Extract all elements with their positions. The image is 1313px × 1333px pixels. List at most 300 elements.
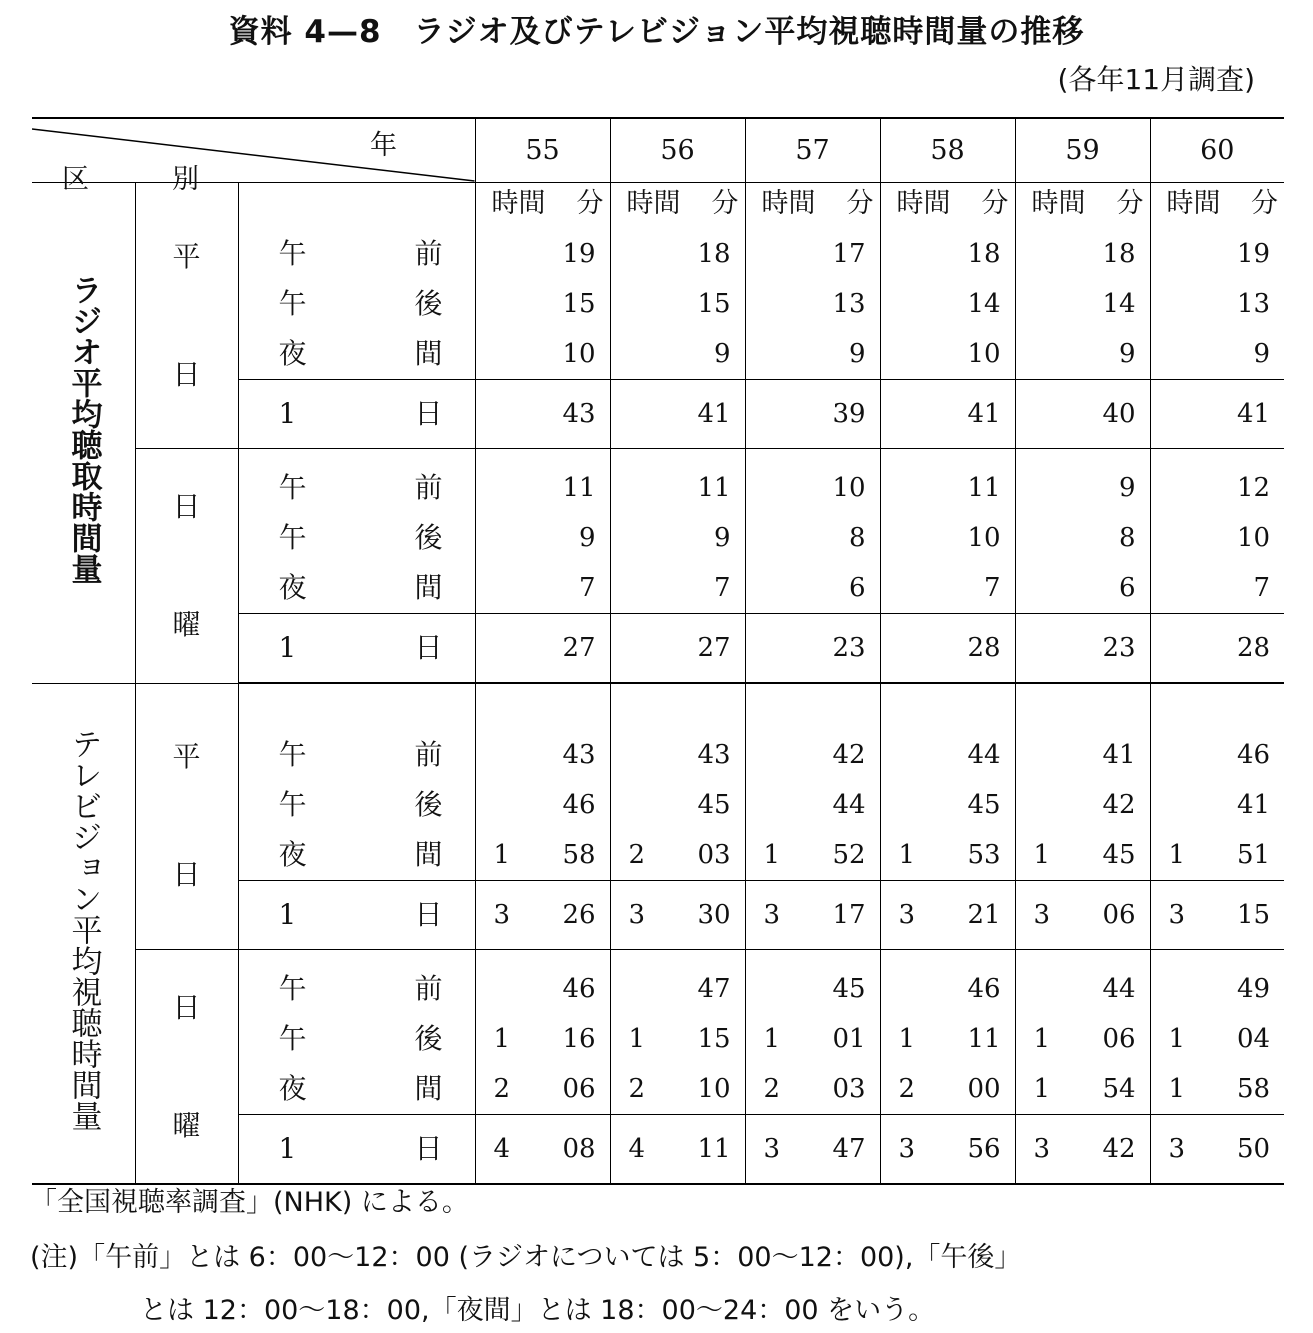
total-value-cell: [610, 614, 745, 684]
row-label: [279, 730, 443, 780]
total-label-first: 1: [278, 898, 297, 931]
minutes-value: 42: [1102, 790, 1136, 820]
value-cell: [880, 449, 1015, 614]
total-value-line: [881, 380, 1015, 448]
total-value-line: [611, 614, 745, 682]
minutes-value: 46: [1236, 740, 1271, 770]
value-line: [746, 1064, 880, 1114]
total-label-line: [279, 1115, 443, 1183]
footnote-note-2: とは 12：00～18：00,「夜間」とは 18：00～24：00 をいう。: [140, 1295, 936, 1326]
minutes-value: 43: [562, 740, 596, 770]
minutes-value: 41: [1102, 740, 1136, 770]
value-line: [746, 830, 880, 880]
footnote-source: 「全国視聴率調査」(NHK) による。: [30, 1187, 469, 1218]
hours-value: 1: [763, 840, 781, 870]
row-label-first: 午: [278, 471, 307, 504]
total-value-cell: [745, 1115, 880, 1185]
block-label-cell: [135, 683, 238, 950]
minutes-value: 9: [1118, 339, 1136, 369]
minutes-value: 6: [848, 573, 866, 603]
total-value-cell: [1150, 380, 1284, 449]
value-line: [1016, 279, 1150, 329]
minutes-value: 9: [713, 339, 731, 369]
hours-value: 2: [628, 1074, 646, 1104]
total-value-cell: [1015, 1115, 1150, 1185]
total-label-second: 日: [414, 898, 443, 931]
total-label-second: 日: [414, 397, 443, 430]
row-label-second: 後: [414, 287, 443, 320]
value-cell: [745, 449, 880, 614]
hours-value: 1: [493, 1024, 511, 1054]
total-label: [238, 881, 475, 950]
row-label-first: 午: [278, 788, 307, 821]
row-label-first: 夜: [278, 1072, 307, 1105]
minutes-value: 10: [697, 1074, 731, 1104]
value-line: [476, 563, 610, 613]
total-value-line: [746, 380, 880, 448]
value-line: [881, 563, 1015, 613]
value-cell: [610, 183, 745, 380]
total-hours-value: 3: [493, 900, 511, 930]
total-value-line: [746, 1115, 880, 1183]
total-value-cell: [475, 881, 610, 950]
total-label: [238, 1115, 475, 1185]
row-labels: [238, 449, 475, 614]
block-label-bottom: 日: [172, 858, 201, 892]
total-value-cell: [880, 614, 1015, 684]
total-value-cell: [475, 380, 610, 449]
total-minutes-value: 41: [967, 399, 1001, 429]
unit-hour: 時間: [896, 188, 951, 219]
group-label-cell: [32, 683, 135, 1184]
hours-value: 1: [763, 1024, 781, 1054]
total-minutes-value: 23: [832, 633, 866, 663]
minutes-value: 11: [562, 473, 596, 503]
value-cell: [880, 950, 1015, 1115]
page-title: 資料 4—8 ラジオ及びテレビジョン平均視聴時間量の推移: [228, 14, 1085, 50]
minutes-value: 03: [697, 840, 731, 870]
row-label-first: 午: [278, 287, 307, 320]
total-minutes-value: 56: [967, 1134, 1001, 1164]
minutes-value: 58: [562, 840, 596, 870]
year-header-60: 60: [1150, 118, 1284, 183]
group-label: ラジオ平均聴取時間量: [65, 274, 102, 585]
minutes-value: 9: [848, 339, 866, 369]
group-label-cell: [32, 183, 135, 684]
block-label-top: 平: [172, 740, 201, 774]
minutes-value: 10: [1236, 523, 1271, 553]
value-line: [1016, 229, 1150, 279]
minutes-value: 18: [697, 239, 731, 269]
unit-hour: 時間: [1031, 188, 1086, 219]
block-detail-row: [32, 950, 1284, 1115]
minutes-value: 03: [832, 1074, 866, 1104]
total-value-cell: [880, 380, 1015, 449]
hours-value: 1: [1168, 1074, 1186, 1104]
total-value-cell: [475, 1115, 610, 1185]
minutes-value: 15: [697, 289, 731, 319]
total-value-cell: [745, 614, 880, 684]
minutes-value: 45: [1102, 840, 1136, 870]
value-line: [476, 730, 610, 780]
value-line: [1151, 830, 1285, 880]
total-value-line: [611, 380, 745, 448]
minutes-value: 13: [1236, 289, 1271, 319]
minutes-value: 42: [832, 740, 866, 770]
minutes-value: 58: [1236, 1074, 1271, 1104]
minutes-value: 19: [1236, 239, 1271, 269]
block-detail-row: [32, 183, 1284, 380]
value-line: [476, 830, 610, 880]
value-cell: [745, 950, 880, 1115]
value-line: [476, 780, 610, 830]
value-line: [1151, 563, 1285, 613]
total-minutes-value: 39: [832, 399, 866, 429]
value-line: [1016, 329, 1150, 379]
block-detail-row: [32, 449, 1284, 614]
row-label-first: 午: [278, 521, 307, 554]
block-label-bottom: 曜: [172, 607, 201, 641]
total-hours-value: 3: [628, 900, 646, 930]
row-labels: [238, 950, 475, 1115]
minutes-value: 49: [1236, 974, 1271, 1004]
total-hours-value: 3: [1033, 1134, 1051, 1164]
year-header-59: 59: [1015, 118, 1150, 183]
block-detail-row: [32, 683, 1284, 881]
value-line: [881, 830, 1015, 880]
minutes-value: 46: [967, 974, 1001, 1004]
total-value-cell: [1015, 881, 1150, 950]
total-hours-value: 3: [898, 900, 916, 930]
row-labels: [238, 683, 475, 881]
total-hours-value: 4: [628, 1134, 646, 1164]
total-value-cell: [880, 881, 1015, 950]
value-line: [1151, 1064, 1285, 1114]
value-line: [1016, 730, 1150, 780]
unit-minute: 分: [846, 188, 874, 219]
total-minutes-value: 28: [967, 633, 1001, 663]
total-label: [238, 380, 475, 449]
minutes-value: 16: [562, 1024, 596, 1054]
total-label-line: [279, 614, 443, 682]
hours-value: 2: [898, 1074, 916, 1104]
year-label: 年: [370, 130, 397, 161]
total-value-cell: [745, 380, 880, 449]
footnote-note-1: (注)「午前」とは 6：00～12：00 (ラジオについては 5：00～12：00),「午後」: [30, 1242, 1022, 1273]
row-label-first: 夜: [278, 571, 307, 604]
value-line: [881, 730, 1015, 780]
minutes-value: 13: [832, 289, 866, 319]
value-line: [881, 1064, 1015, 1114]
minutes-value: 06: [562, 1074, 596, 1104]
value-line: [611, 780, 745, 830]
row-label-second: 間: [414, 1072, 443, 1105]
row-label-second: 前: [414, 972, 443, 1005]
value-line: [1151, 279, 1285, 329]
total-hours-value: 3: [1168, 1134, 1186, 1164]
total-minutes-value: 41: [1236, 399, 1271, 429]
value-line: [746, 279, 880, 329]
total-value-line: [881, 614, 1015, 682]
value-cell: [880, 183, 1015, 380]
value-line: [611, 513, 745, 563]
row-label-second: 前: [414, 738, 443, 771]
block-label-bottom: 日: [172, 357, 201, 391]
minutes-value: 45: [697, 790, 731, 820]
minutes-value: 01: [832, 1024, 866, 1054]
total-hours-value: 3: [763, 1134, 781, 1164]
minutes-value: 44: [967, 740, 1001, 770]
hours-value: 1: [898, 1024, 916, 1054]
value-cell: [475, 950, 610, 1115]
row-label: [279, 463, 443, 513]
value-line: [746, 329, 880, 379]
unit-hour: 時間: [761, 188, 816, 219]
row-label-first: 午: [278, 237, 307, 270]
minutes-value: 9: [578, 523, 596, 553]
value-line: [881, 780, 1015, 830]
header-row: [32, 118, 1284, 183]
value-line: [476, 279, 610, 329]
hours-value: 1: [628, 1024, 646, 1054]
minutes-value: 54: [1102, 1074, 1136, 1104]
hours-value: 2: [493, 1074, 511, 1104]
value-line: [476, 1014, 610, 1064]
row-label-second: 間: [414, 838, 443, 871]
hours-value: 1: [1033, 1024, 1051, 1054]
total-minutes-value: 08: [562, 1134, 596, 1164]
hours-value: 1: [1168, 1024, 1186, 1054]
value-line: [881, 329, 1015, 379]
total-minutes-value: 26: [562, 900, 596, 930]
total-value-line: [1151, 614, 1285, 682]
value-line: [476, 1064, 610, 1114]
hours-value: 1: [1033, 1074, 1051, 1104]
minutes-value: 9: [1118, 473, 1136, 503]
total-value-cell: [610, 881, 745, 950]
total-value-line: [476, 1115, 610, 1183]
minutes-value: 7: [713, 573, 731, 603]
hours-value: 1: [1033, 840, 1051, 870]
total-hours-value: 4: [493, 1134, 511, 1164]
total-value-line: [1016, 380, 1150, 448]
value-cell: [880, 683, 1015, 881]
total-value-cell: [1150, 1115, 1284, 1185]
minutes-value: 11: [967, 1024, 1001, 1054]
survey-note: (各年11月調査): [1057, 63, 1255, 96]
value-cell: [1015, 683, 1150, 881]
total-label-first: 1: [278, 397, 297, 430]
value-line: [746, 513, 880, 563]
value-cell: [745, 183, 880, 380]
total-value-cell: [610, 1115, 745, 1185]
total-value-line: [881, 881, 1015, 949]
minutes-value: 15: [697, 1024, 731, 1054]
block-label-cell: [135, 449, 238, 684]
value-cell: [1150, 449, 1284, 614]
row-labels: [238, 183, 475, 380]
minutes-value: 52: [832, 840, 866, 870]
value-cell: [1015, 950, 1150, 1115]
row-label-second: 後: [414, 1022, 443, 1055]
category-label: 区 別: [62, 164, 227, 195]
minutes-value: 45: [967, 790, 1001, 820]
value-line: [476, 964, 610, 1014]
total-value-line: [1016, 614, 1150, 682]
total-value-cell: [1150, 614, 1284, 684]
minutes-value: 7: [983, 573, 1001, 603]
unit-minute: 分: [981, 188, 1009, 219]
value-cell: [1150, 683, 1284, 881]
value-line: [1016, 780, 1150, 830]
value-cell: [1150, 950, 1284, 1115]
total-label-first: 1: [278, 1132, 297, 1165]
value-cell: [610, 449, 745, 614]
year-header-57: 57: [745, 118, 880, 183]
unit-minute: 分: [1251, 188, 1279, 219]
value-line: [611, 279, 745, 329]
minutes-value: 8: [848, 523, 866, 553]
value-cell: [1015, 449, 1150, 614]
unit-minute: 分: [1116, 188, 1144, 219]
total-minutes-value: 43: [562, 399, 596, 429]
value-line: [611, 463, 745, 513]
total-minutes-value: 17: [832, 900, 866, 930]
viewing-time-table: [32, 117, 1284, 1185]
row-label-first: 午: [278, 1022, 307, 1055]
header-corner: [32, 118, 475, 195]
row-label: [279, 830, 443, 880]
minutes-value: 7: [578, 573, 596, 603]
minutes-value: 41: [1236, 790, 1271, 820]
minutes-value: 14: [1102, 289, 1136, 319]
block-label-cell: [135, 183, 238, 449]
value-line: [881, 964, 1015, 1014]
block-label-top: 日: [172, 489, 201, 523]
value-line: [746, 780, 880, 830]
value-line: [1151, 730, 1285, 780]
row-label: [279, 329, 443, 379]
row-label-first: 夜: [278, 838, 307, 871]
total-value-line: [1151, 881, 1285, 949]
value-cell: [475, 183, 610, 380]
value-line: [1151, 780, 1285, 830]
minutes-value: 18: [1102, 239, 1136, 269]
value-line: [611, 229, 745, 279]
value-line: [746, 563, 880, 613]
value-cell: [745, 683, 880, 881]
value-line: [611, 329, 745, 379]
value-line: [1151, 1014, 1285, 1064]
minutes-value: 7: [1253, 573, 1271, 603]
minutes-value: 53: [967, 840, 1001, 870]
minutes-value: 44: [832, 790, 866, 820]
minutes-value: 11: [697, 473, 731, 503]
total-minutes-value: 11: [697, 1134, 731, 1164]
minutes-value: 06: [1102, 1024, 1136, 1054]
value-cell: [610, 683, 745, 881]
total-hours-value: 3: [763, 900, 781, 930]
value-line: [881, 229, 1015, 279]
total-value-line: [476, 614, 610, 682]
minutes-value: 04: [1236, 1024, 1271, 1054]
value-line: [611, 964, 745, 1014]
block-label-top: 平: [172, 239, 201, 273]
total-minutes-value: 27: [697, 633, 731, 663]
value-line: [611, 1014, 745, 1064]
value-line: [1151, 229, 1285, 279]
row-label: [279, 1014, 443, 1064]
row-label-first: 午: [278, 738, 307, 771]
value-line: [1016, 563, 1150, 613]
year-header-55: 55: [475, 118, 610, 183]
value-cell: [475, 683, 610, 881]
total-label-second: 日: [414, 631, 443, 664]
minutes-value: 9: [713, 523, 731, 553]
row-label-second: 前: [414, 471, 443, 504]
row-label-second: 前: [414, 237, 443, 270]
row-label: [279, 563, 443, 613]
minutes-value: 6: [1118, 573, 1136, 603]
row-label-second: 間: [414, 571, 443, 604]
row-label: [279, 1064, 443, 1114]
value-line: [476, 463, 610, 513]
total-value-cell: [745, 881, 880, 950]
value-line: [1016, 1064, 1150, 1114]
value-line: [611, 730, 745, 780]
total-minutes-value: 06: [1102, 900, 1136, 930]
total-value-cell: [1015, 614, 1150, 684]
value-line: [881, 513, 1015, 563]
total-value-line: [881, 1115, 1015, 1183]
row-label: [279, 964, 443, 1014]
value-line: [881, 1014, 1015, 1064]
minutes-value: 14: [967, 289, 1001, 319]
minutes-value: 17: [832, 239, 866, 269]
total-value-line: [1016, 881, 1150, 949]
minutes-value: 46: [562, 790, 596, 820]
value-line: [1016, 964, 1150, 1014]
total-label-line: [279, 380, 443, 448]
minutes-value: 8: [1118, 523, 1136, 553]
row-label: [279, 279, 443, 329]
row-label-second: 後: [414, 788, 443, 821]
minutes-value: 11: [967, 473, 1001, 503]
value-line: [746, 1014, 880, 1064]
value-line: [746, 229, 880, 279]
hours-value: 2: [628, 840, 646, 870]
total-value-line: [611, 881, 745, 949]
total-hours-value: 3: [1168, 900, 1186, 930]
total-value-cell: [610, 380, 745, 449]
row-label-second: 後: [414, 521, 443, 554]
total-value-line: [746, 614, 880, 682]
minutes-value: 19: [562, 239, 596, 269]
value-line: [746, 964, 880, 1014]
hours-value: 1: [1168, 840, 1186, 870]
value-line: [881, 463, 1015, 513]
value-line: [1151, 964, 1285, 1014]
hours-value: 1: [493, 840, 511, 870]
unit-hour: 時間: [491, 188, 546, 219]
total-value-cell: [475, 614, 610, 684]
total-value-cell: [880, 1115, 1015, 1185]
total-label-second: 日: [414, 1132, 443, 1165]
minutes-value: 10: [967, 523, 1001, 553]
total-value-line: [1151, 380, 1285, 448]
minutes-value: 00: [967, 1074, 1001, 1104]
value-line: [476, 329, 610, 379]
